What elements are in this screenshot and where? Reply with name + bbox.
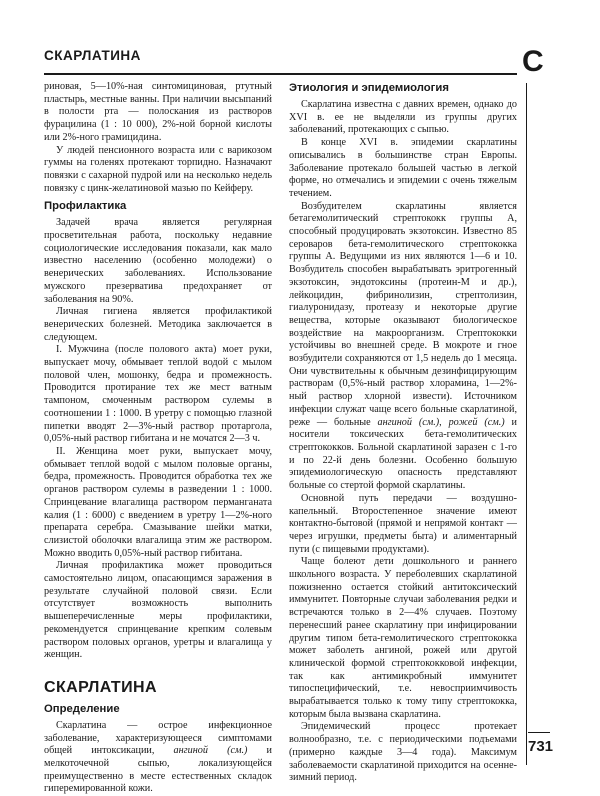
paragraph: Личная гигиена является профилактикой венерических болезней. Методика заключается в следующем. xyxy=(44,306,272,343)
paragraph: В конце XVI в. эпидемии скарлатины описывались в большинстве стран Европы. Заболевание протекало большей частью в легкой форме, но отмечались и эпидемии с очень тяжелым течением. xyxy=(289,137,517,199)
side-rule xyxy=(526,83,527,765)
alphabet-letter-tab: С xyxy=(522,45,544,78)
running-header-title: СКАРЛАТИНА xyxy=(44,48,141,63)
section-heading-prophylaxis: Профилактика xyxy=(44,200,127,213)
cross-reference: ангиной (см.) xyxy=(173,745,248,757)
page-number-rule xyxy=(528,732,550,733)
paragraph: Чаще болеют дети дошкольного и раннего школьного возраста. У переболевших скарлатиной пожизненно остается стойкий антитоксический иммунитет. Повторные случаи заболевания редки и встречаются только в 2—4% случаев. Поэтому перенесший ранее скарлатину при инфицировании другим типом бета-гемолитического стрептококка может заболеть ангиной, рожей или другой клинической формой стрептококковой инфекции, так как антимикробный иммунитет типоспецифический, т.е. невосприимчивость вырабатывается только к тому типу стрептококка, которым была вызвана скарлатина. xyxy=(289,556,517,720)
definition-paragraph xyxy=(44,720,272,796)
paragraph: Задачей врача является регулярная просветительная работа, поскольку недавние социологические исследования показали, как мало известно населению (особенно молодежи) о венерических заболеваниях. Использование мужского презерватива предохраняет от заболевания на 90%. xyxy=(44,217,272,305)
definition-text: Скарлатина — острое инфекционное заболевание, характеризующееся симптомами общей интоксикации, xyxy=(44,719,272,757)
paragraph: Основной путь передачи — воздушно-капельный. Второстепенное значение имеют контактно-бытовой (прямой и непрямой контакт — через игрушки, предметы быта) и алиментарный пути (с пищевыми продуктами). xyxy=(289,492,517,555)
paragraph: Личная профилактика может проводиться самостоятельно лицом, опасающимся заражения в результате случайной половой связи. Если отсутствует возможность выполнить вышеперечисленные меры профилактики, рекомендуется спринцевание крепким солевым раствором половых органов, уретры и влагалища у женщин. xyxy=(44,560,272,661)
cross-reference: рожей (см.) xyxy=(448,416,505,428)
right-column xyxy=(289,81,517,785)
page-number: 731 xyxy=(528,738,554,755)
paragraph: У людей пенсионного возраста или с варикозом гуммы на голенях протекают торпидно. Назначают повязки с сахарной пудрой или на несколько недель повязку с цинк-желатиновой мазью по Кейферу. xyxy=(44,144,272,194)
paragraph: Эпидемический процесс протекает волнообразно, т.е. с периодическими подъемами (примерно каждые 3—4 года). Максимум заболеваемости скарлатиной приходится на осенне-зимний период. xyxy=(289,721,517,784)
paragraph: риновая, 5—10%-ная синтомициновая, ртутный пластырь, местные ванны. При наличии высыпаний в полости рта — полоскания из растворов фурацилина (1 : 10 000), 2%-ной борной кислоты или 2%-ного грамицидина. xyxy=(44,81,272,143)
cross-reference: ангиной (см.) xyxy=(377,416,440,428)
header-rule xyxy=(44,73,517,75)
paragraph: Скарлатина известна с давних времен, однако до XVI в. ее не выделяли из группы других заболеваний, протекающих с сыпью. xyxy=(289,99,517,136)
paragraph xyxy=(289,201,517,493)
section-heading-definition: Определение xyxy=(44,702,120,715)
paragraph-text: Возбудителем скарлатины является бетагемолитический стрептококк группы А, способный продуцировать экзотоксин. Известно 85 сероваров бета-гемолитического стрептококка группы А. Ведущими из них являются 1—6 и 10. Возбудитель способен вырабатывать эритрогенный экзотоксин, эндотоксины (протеин-М и др.), лейкоцидин, фибринолизин, стрептолизин, гиалуронидазу, протеазу и некоторые другие вещества, которые оказывают биологическое воздействие на макроорганизм. Стрептококки устойчивы во внешней среде. В мокроте и гное возбудители сохраняются от 1,5 недель до 1 месяца. Они чувствительны к обычным дезинфицирующим растворам (0,5%-ный раствор хлорамина, 1—2%-ный раствор хлорной извести). Источником инфекции служат чаще всего больные скарлатиной, реже — больные xyxy=(289,200,517,428)
definition-text: и мелкоточечной сыпью, локализующейся преимущественно в месте естественных складок гиперемированной кожи. xyxy=(44,745,272,795)
paragraph-text: , xyxy=(439,416,449,428)
paragraph: II. Женщина моет руки, выпускает мочу, обмывает теплой водой с мылом половые органы, бедра, промежность. Проводится обработка тех же органов раствором сулемы в разведении 1 : 1000. Спринцевание влагалища раствором перманганата калия (1 : 6000) с введением в уретру 1—2%-ного препарата серебра. Смазывание шейки матки, слизистой оболочки влагалища этим же раствором. Можно вводить 0,05%-ный раствор гибитана. xyxy=(44,445,272,559)
paragraph-text: и носители токсических бета-гемолитических стрептококков. Больной скарлатиной заразен с 1-го и по 22-й день болезни. Особенно большую эпидемиологическую опасность представляют больные со стертой формой скарлатины. xyxy=(289,416,517,492)
article-title: СКАРЛАТИНА xyxy=(44,678,157,696)
left-column xyxy=(44,81,272,796)
section-heading-etiology: Этиология и эпидемиология xyxy=(289,82,449,94)
paragraph: I. Мужчина (после полового акта) моет руки, выпускает мочу, обмывает теплой водой с мылом половой член, мошонку, бедра и промежность. Проводится протирание тех же мест ватным тампоном, смоченным раствором сулемы в соотношении 1 : 1000. В уретру с помощью глазной пипетки вводят 2—3%-ный раствор протаргола, 0,05%-ный раствор гибитана и не мочатся 2—3 ч. xyxy=(44,344,272,445)
